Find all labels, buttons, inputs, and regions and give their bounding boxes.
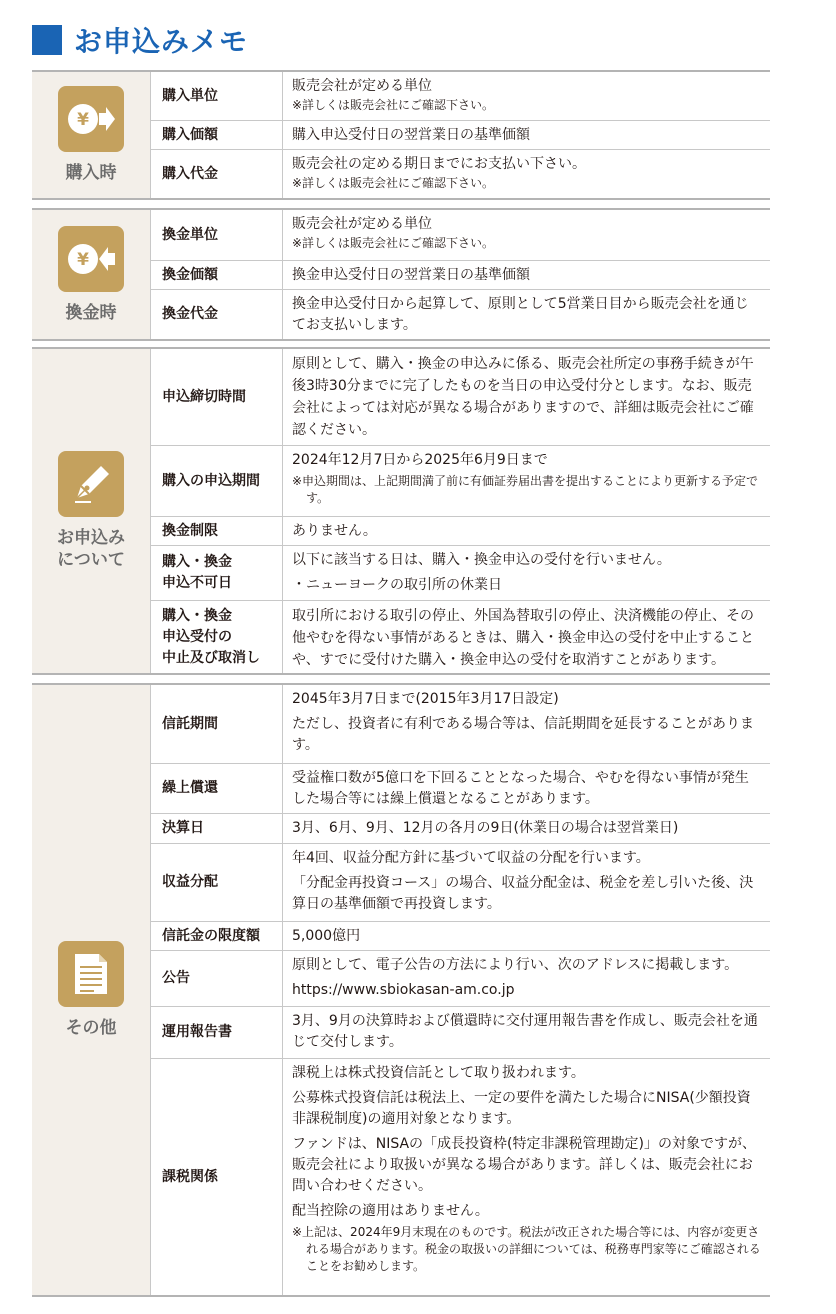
row-value: 年4回、収益分配方針に基づいて収益の分配を行います。 「分配金再投資コース」の場合、収益分配金は、税金を差し引いた後、決算日の基準価額で再投資します。: [292, 850, 754, 912]
table-row: [150, 950, 770, 1006]
row-value: 販売会社の定める期日までにお支払い下さい。 ※詳しくは販売会社にご確認下さい。: [292, 156, 586, 190]
table-row: [150, 260, 770, 289]
table-row: [150, 921, 770, 950]
table-row: [150, 210, 770, 260]
row-value: 3月、6月、9月、12月の各月の9日(休業日の場合は翌営業日): [292, 820, 679, 836]
table-row: [150, 685, 770, 763]
section-other-side: [32, 685, 150, 1295]
row-value: 課税上は株式投資信託として取り扱われます。 公募株式投資信託は税法上、一定の要件を満たした場合にNISA(少額投資非課税制度)の適用対象となります。 ファンドは、NISAの「成長投資枠(特定非課税管理勘定)」の対象ですが、販売会社により取扱いが異なる場合があります。詳しくは、販売会社にお問い合わせください。 配当控除の適用はありません。 ※上記は、2024年9月末現在のものです。税法が改正された場合等には、内容が変更される場合があります。税金の取扱いの詳細については、税務専門家等にご確認されることをお勧めします。: [292, 1065, 761, 1273]
section-application-side: [32, 349, 150, 673]
row-label: 購入・換金 申込受付の 中止及び取消し: [162, 607, 260, 666]
document-icon: [58, 941, 124, 1007]
row-value: 換金申込受付日から起算して、原則として5営業日目から販売会社を通じてお支払いします。: [292, 296, 749, 333]
table-row: [150, 289, 770, 339]
row-value: 以下に該当する日は、購入・換金申込の受付を行いません。 ・ニューヨークの取引所の休業日: [292, 552, 671, 593]
fountain-pen-icon: [58, 451, 124, 517]
table-row: [150, 72, 770, 120]
table-row: [150, 813, 770, 843]
row-label: 申込締切時間: [162, 388, 246, 405]
row-label: 収益分配: [162, 874, 218, 890]
yen-arrow-right-icon: [58, 86, 124, 152]
section-label: 購入時: [65, 163, 117, 183]
svg-text:¥: ¥: [77, 110, 89, 130]
svg-text:¥: ¥: [77, 249, 89, 270]
row-label: 購入価額: [162, 126, 218, 143]
table-row: [150, 1058, 770, 1295]
section-other: [32, 683, 770, 1297]
section-application: [32, 347, 770, 675]
row-label: 購入の申込期間: [162, 472, 260, 489]
section-redemption: [32, 208, 770, 341]
row-label: 購入代金: [162, 165, 218, 182]
row-label: 決算日: [162, 820, 204, 836]
row-value: 2024年12月7日から2025年6月9日まで ※申込期間は、上記期間満了前に有価証券届出書を提出することにより更新する予定です。: [292, 452, 759, 505]
row-value: 5,000億円: [292, 928, 361, 944]
section-label: その他: [65, 1018, 117, 1038]
table-row: [150, 843, 770, 921]
row-value: 受益権口数が5億口を下回ることとなった場合、やむを得ない事情が発生した場合等には繰上償還となることがあります。: [292, 770, 749, 807]
page-title: お申込みメモ: [74, 25, 249, 58]
row-value: 購入申込受付日の翌営業日の基準価額: [292, 127, 530, 143]
table-row: [150, 120, 770, 149]
title-marker: [32, 25, 62, 55]
row-value: 販売会社が定める単位 ※詳しくは販売会社にご確認下さい。: [292, 216, 495, 250]
table-row: [150, 763, 770, 813]
table-row: [150, 445, 770, 516]
section-label: 換金時: [65, 302, 117, 323]
page-header: [32, 20, 248, 60]
website-link[interactable]: https://www.sbiokasan-am.co.jp: [292, 982, 515, 998]
table-row: [150, 545, 770, 600]
section-redemption-side: [32, 210, 150, 339]
row-value: 原則として、購入・換金の申込みに係る、販売会社所定の事務手続きが午後3時30分までに完了したものを当日の申込受付分とします。なお、販売会社によっては対応が異なる場合がありますので、詳細は販売会社にご確認ください。: [292, 356, 754, 438]
row-value: ありません。: [292, 523, 377, 539]
row-value: 原則として、電子公告の方法により行い、次のアドレスに掲載します。 https://www.sbiokasan-am.co.jp: [292, 955, 762, 1001]
row-label: 換金価額: [162, 266, 218, 283]
row-label: 信託金の限度額: [162, 927, 260, 944]
row-value: 取引所における取引の停止、外国為替取引の停止、決済機能の停止、その他やむを得ない事情があるときは、購入・換金申込の受付を中止することや、すでに受付けた購入・換金申込の受付を取消すことがあります。: [292, 608, 754, 668]
table-row: [150, 1006, 770, 1058]
row-label: 換金制限: [162, 522, 218, 539]
section-purchase: [32, 70, 770, 200]
table-row: [150, 516, 770, 545]
section-purchase-side: [32, 72, 150, 198]
row-label: 換金単位: [162, 226, 218, 243]
row-value: 3月、9月の決算時および償還時に交付運用報告書を作成し、販売会社を通じて交付します。: [292, 1013, 758, 1050]
row-label: 購入・換金 申込不可日: [162, 554, 232, 591]
row-label: 課税関係: [162, 1168, 218, 1185]
row-value: 換金申込受付日の翌営業日の基準価額: [292, 267, 530, 283]
section-label: お申込み について: [57, 528, 125, 570]
table-row: [150, 149, 770, 198]
row-label: 運用報告書: [162, 1024, 232, 1040]
table-row: [150, 349, 770, 445]
row-label: 公告: [162, 970, 190, 986]
yen-arrow-left-icon: [58, 226, 124, 292]
row-label: 換金代金: [162, 306, 218, 322]
row-value: 販売会社が定める単位 ※詳しくは販売会社にご確認下さい。: [292, 78, 495, 112]
row-label: 購入単位: [162, 87, 218, 104]
table-row: [150, 600, 770, 673]
row-label: 信託期間: [162, 715, 218, 732]
row-label: 繰上償還: [162, 780, 218, 796]
row-value: 2045年3月7日まで(2015年3月17日設定) ただし、投資者に有利である場合等は、信託期間を延長することがあります。: [292, 691, 754, 753]
